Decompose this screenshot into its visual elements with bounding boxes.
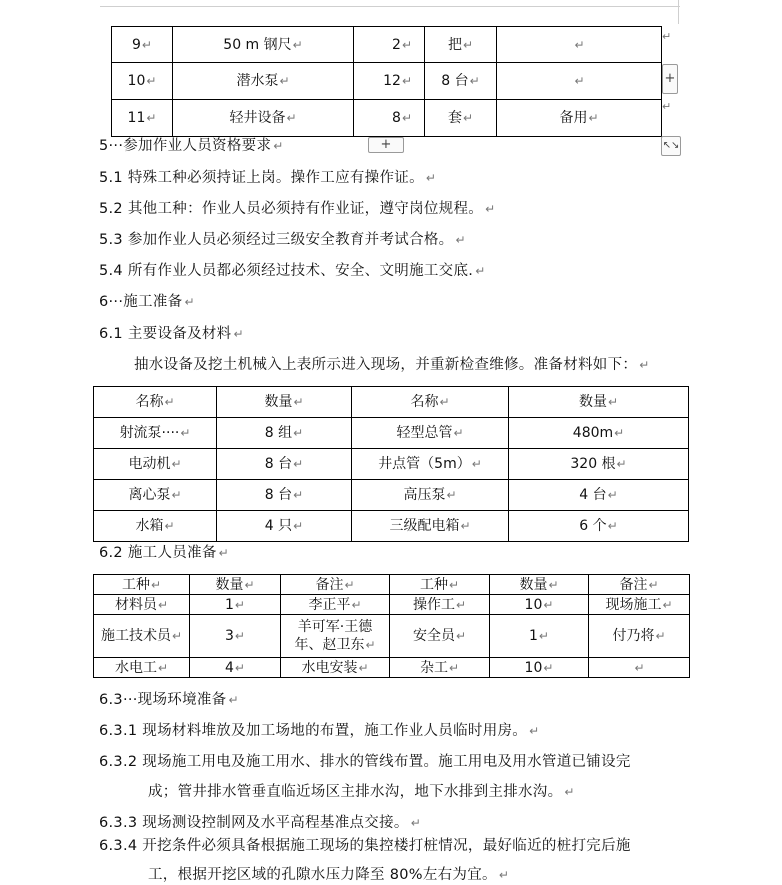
equipment-cell: 套↵ [425, 100, 497, 137]
staff-cell: 10↵ [490, 658, 589, 678]
materials-cell-text: 离心泵 [128, 487, 171, 503]
staff-cell-text: 1 [225, 596, 234, 613]
page-top-border [100, 0, 680, 7]
materials-header-cell: 名称↵ [352, 387, 509, 418]
materials-intro: 抽水设备及挖土机械入上表所示进入现场，并重新检查维修。准备材料如下： ↵ [134, 357, 650, 373]
materials-cell-text: 480m [572, 425, 614, 441]
table-row [94, 511, 689, 542]
equipment-cell: 10↵ [112, 63, 173, 100]
equipment-cell-text: 备用 [559, 110, 588, 126]
item-5-4: 5.4 所有作业人员都必须经过技术、安全、文明施工交底. ↵ [99, 263, 486, 279]
materials-cell: 8 台↵ [217, 480, 352, 511]
table-row [112, 100, 662, 137]
equipment-cell-text: 9 [132, 36, 141, 53]
section-6-3: 6.3···现场环境准备 ↵ [99, 692, 239, 708]
materials-cell-text: 8 台 [264, 487, 293, 503]
staff-cell: 材料员↵ [94, 595, 190, 615]
materials-cell: 高压泵↵ [352, 480, 509, 511]
staff-cell: 现场施工↵ [589, 595, 690, 615]
add-column-button[interactable]: + [662, 64, 678, 94]
materials-cell: 离心泵↵ [94, 480, 217, 511]
staff-header-cell-text: 备注 [315, 576, 344, 593]
item-6-3-4: 6.3.4 开挖条件必须具备根据施工现场的集控楼打桩情况，最好临近的桩打完后施 [99, 838, 631, 854]
staff-cell: 施工技术员↵ [94, 615, 190, 658]
section-6-heading: 6···施工准备 ↵ [99, 294, 195, 310]
materials-header-cell-text: 名称 [410, 394, 439, 410]
item-5-1: 5.1 特殊工种必须持证上岗。操作工应有操作证。 ↵ [99, 170, 437, 186]
staff-cell: 1↵ [490, 615, 589, 658]
equipment-cell-text: 轻井设备 [229, 110, 286, 126]
equipment-cell-text: 把 [447, 36, 462, 53]
staff-header-cell: 工种↵ [94, 575, 190, 595]
item-5-2: 5.2 其他工种：作业人员必须持有作业证，遵守岗位规程。 ↵ [99, 201, 496, 217]
equipment-cell: 11↵ [112, 100, 173, 137]
staff-cell: 4↵ [190, 658, 281, 678]
materials-header-cell: 数量↵ [217, 387, 352, 418]
staff-cell-text: 水电安装 [301, 659, 358, 676]
materials-cell: 轻型总管↵ [352, 418, 509, 449]
section-5-heading: 5···参加作业人员资格要求 ↵ [99, 138, 284, 154]
materials-header-cell-text: 数量 [264, 394, 293, 410]
staff-cell: 羊可军·王德 年、赵卫东↵ [281, 615, 390, 658]
table-header-row [94, 387, 689, 418]
materials-cell: 水箱↵ [94, 511, 217, 542]
staff-cell-text: 水电工 [114, 659, 157, 676]
staff-cell-text: 李正平 [308, 596, 351, 613]
equipment-cell: 9↵ [112, 27, 173, 63]
materials-cell-text: 高压泵 [403, 487, 446, 503]
table-row [94, 449, 689, 480]
materials-cell: 8 组↵ [217, 418, 352, 449]
materials-cell: 320 根↵ [509, 449, 689, 480]
staff-cell-text: 10 [524, 596, 543, 613]
staff-header-cell: 数量↵ [490, 575, 589, 595]
staff-header-cell: 备注↵ [281, 575, 390, 595]
materials-cell: 电动机↵ [94, 449, 217, 480]
equipment-cell: 轻井设备↵ [173, 100, 354, 137]
item-6-3-4-cont: 工，根据开挖区域的孔隙水压力降至 80%左右为宜。 ↵ [148, 867, 510, 883]
materials-header-cell: 数量↵ [509, 387, 689, 418]
equipment-cell-text: 10 [127, 73, 146, 89]
table-row [112, 27, 662, 63]
materials-cell-text: 6 个 [579, 518, 607, 534]
staff-header-cell: 备注↵ [589, 575, 690, 595]
equipment-cell: 备用↵ [497, 100, 662, 137]
section-6-1: 6.1 主要设备及材料 ↵ [99, 326, 244, 342]
materials-cell: 三级配电箱↵ [352, 511, 509, 542]
staff-cell-text: 羊可军·王德 [297, 619, 373, 635]
equipment-cell: 8↵ [354, 100, 425, 137]
materials-cell-text: 8 台 [264, 456, 293, 472]
equipment-cell-text: 12 [383, 73, 401, 89]
staff-header-cell-text: 工种 [121, 576, 150, 593]
staff-cell-text: 现场施工 [605, 596, 662, 613]
equipment-cell-text: 50 m 钢尺 [223, 36, 292, 53]
materials-cell-text: 射流泵···· [119, 425, 180, 441]
staff-cell: 操作工↵ [390, 595, 490, 615]
materials-cell-text: 4 台 [579, 487, 607, 503]
materials-cell-text: 三级配电箱 [389, 518, 460, 534]
staff-table [93, 574, 690, 678]
staff-cell: 10↵ [490, 595, 589, 615]
staff-cell: 付乃将↵ [589, 615, 690, 658]
materials-cell-text: 轻型总管 [396, 425, 453, 441]
staff-cell-text: 材料员 [114, 596, 157, 613]
materials-header-cell-text: 数量 [578, 394, 607, 410]
equipment-cell: 潜水泵↵ [173, 63, 354, 100]
materials-cell: 射流泵····↵ [94, 418, 217, 449]
staff-cell-text: 3 [225, 628, 234, 644]
staff-cell: 杂工↵ [390, 658, 490, 678]
table-row [94, 480, 689, 511]
equipment-cell-text: 8 台 [441, 73, 469, 89]
materials-cell: 井点管（5m）↵ [352, 449, 509, 480]
materials-cell: 4 只↵ [217, 511, 352, 542]
materials-table [93, 386, 689, 542]
row-end-mark: ↵ [662, 100, 672, 113]
staff-header-cell-text: 备注 [619, 576, 648, 593]
materials-cell: 8 台↵ [217, 449, 352, 480]
staff-cell-text: 1 [529, 628, 538, 644]
staff-header-cell-text: 数量 [215, 576, 244, 593]
staff-cell-text: 10 [524, 659, 543, 676]
staff-cell-text: 杂工 [419, 659, 448, 676]
table-row [94, 595, 690, 615]
staff-cell-text: 4 [225, 659, 234, 676]
staff-cell-text: 操作工 [412, 596, 455, 613]
equipment-cell-text: 潜水泵 [236, 73, 279, 89]
materials-cell-text: 水箱 [135, 518, 164, 534]
materials-cell: 6 个↵ [509, 511, 689, 542]
item-6-3-1: 6.3.1 现场材料堆放及加工场地的布置，施工作业人员临时用房。 ↵ [99, 723, 540, 739]
table-resize-handle[interactable]: ↖↘ [661, 136, 681, 156]
equipment-cell-text: 套 [447, 110, 462, 126]
equipment-cell: 12↵ [354, 63, 425, 100]
item-6-3-2: 6.3.2 现场施工用电及施工用水、排水的管线布置。施工用电及用水管道已铺设完 [99, 754, 631, 770]
table-row [94, 615, 690, 658]
item-5-3: 5.3 参加作业人员必须经过三级安全教育并考试合格。 ↵ [99, 232, 466, 248]
materials-cell: 480m↵ [509, 418, 689, 449]
staff-header-cell-text: 数量 [519, 576, 548, 593]
staff-cell: ↵ [589, 658, 690, 678]
item-6-3-2-cont: 成；管井排水管垂直临近场区主排水沟，地下水排到主排水沟。 ↵ [148, 784, 575, 800]
equipment-cell: 8 台↵ [425, 63, 497, 100]
equipment-cell: 把↵ [425, 27, 497, 63]
equipment-cell: ↵ [497, 27, 662, 63]
staff-cell-text: 施工技术员 [100, 628, 171, 644]
materials-header-cell-text: 名称 [135, 394, 164, 410]
staff-cell: 1↵ [190, 595, 281, 615]
table-row [94, 658, 690, 678]
equipment-cell: 2↵ [354, 27, 425, 63]
table-row [94, 418, 689, 449]
add-row-button[interactable]: + [368, 137, 404, 153]
staff-cell: 水电工↵ [94, 658, 190, 678]
staff-cell: 安全员↵ [390, 615, 490, 658]
materials-cell-text: 电动机 [128, 456, 171, 472]
staff-cell: 3↵ [190, 615, 281, 658]
equipment-cell-text: 8 [392, 110, 401, 126]
table-row [112, 63, 662, 100]
staff-cell: 李正平↵ [281, 595, 390, 615]
staff-cell: 水电安装↵ [281, 658, 390, 678]
staff-header-cell: 数量↵ [190, 575, 281, 595]
equipment-table [111, 26, 662, 137]
staff-header-cell: 工种↵ [390, 575, 490, 595]
materials-header-cell: 名称↵ [94, 387, 217, 418]
staff-cell-text-2: 年、赵卫东 [294, 637, 365, 653]
equipment-cell-text: 2 [392, 36, 401, 53]
staff-header-cell-text: 工种 [419, 576, 448, 593]
materials-cell: 4 台↵ [509, 480, 689, 511]
staff-cell-text: 付乃将 [612, 628, 655, 644]
equipment-cell: ↵ [497, 63, 662, 100]
materials-cell-text: 320 根 [570, 456, 616, 472]
materials-cell-text: 井点管（5m） [378, 456, 471, 472]
section-6-2: 6.2 施工人员准备 ↵ [99, 545, 230, 561]
equipment-cell: 50 m 钢尺↵ [173, 27, 354, 63]
staff-cell-text: 安全员 [412, 628, 455, 644]
row-end-mark: ↵ [662, 30, 672, 43]
materials-cell-text: 4 只 [264, 518, 293, 534]
materials-cell-text: 8 组 [264, 425, 293, 441]
page-right-border [678, 0, 679, 24]
equipment-cell-text: 11 [127, 110, 146, 126]
item-6-3-3: 6.3.3 现场测设控制网及水平高程基准点交接。 ↵ [99, 815, 422, 831]
table-header-row [94, 575, 690, 595]
